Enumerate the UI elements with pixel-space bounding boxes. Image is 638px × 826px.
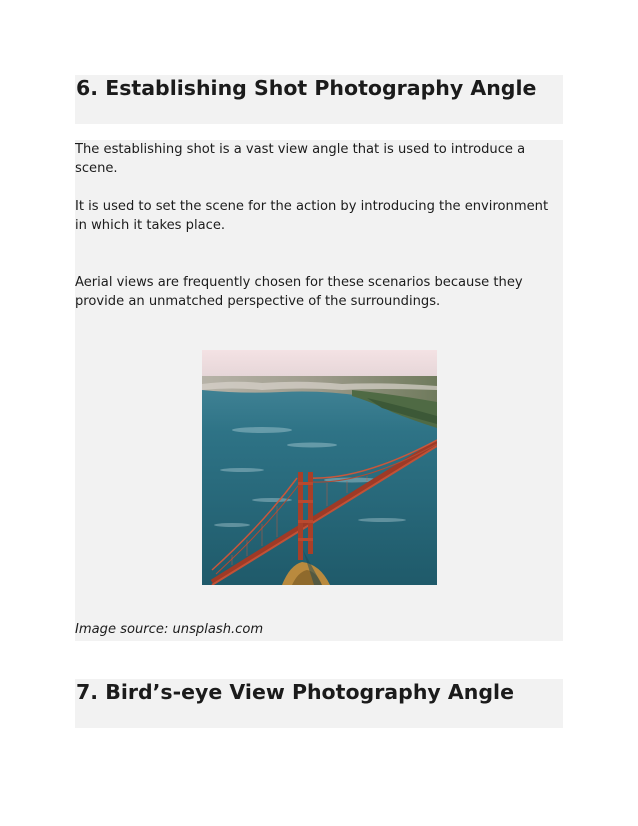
section-6-heading: 6. Establishing Shot Photography Angle <box>76 76 537 100</box>
image-caption: Image source: unsplash.com <box>75 622 264 637</box>
section-7-heading-block <box>75 679 563 728</box>
section-6-heading-block <box>75 75 563 124</box>
section-7-heading: 7. Bird’s-eye View Photography Angle <box>76 680 514 704</box>
paragraph-2: It is used to set the scene for the action by introducing the environment in which it takes place. <box>75 199 549 233</box>
section-6-body <box>75 140 563 641</box>
golden-gate-bridge-photo <box>202 350 437 585</box>
paragraph-3: Aerial views are frequently chosen for these scenarios because they provide an unmatched perspective of the surroundings. <box>75 275 523 309</box>
paragraph-1: The establishing shot is a vast view angle that is used to introduce a scene. <box>75 142 526 176</box>
